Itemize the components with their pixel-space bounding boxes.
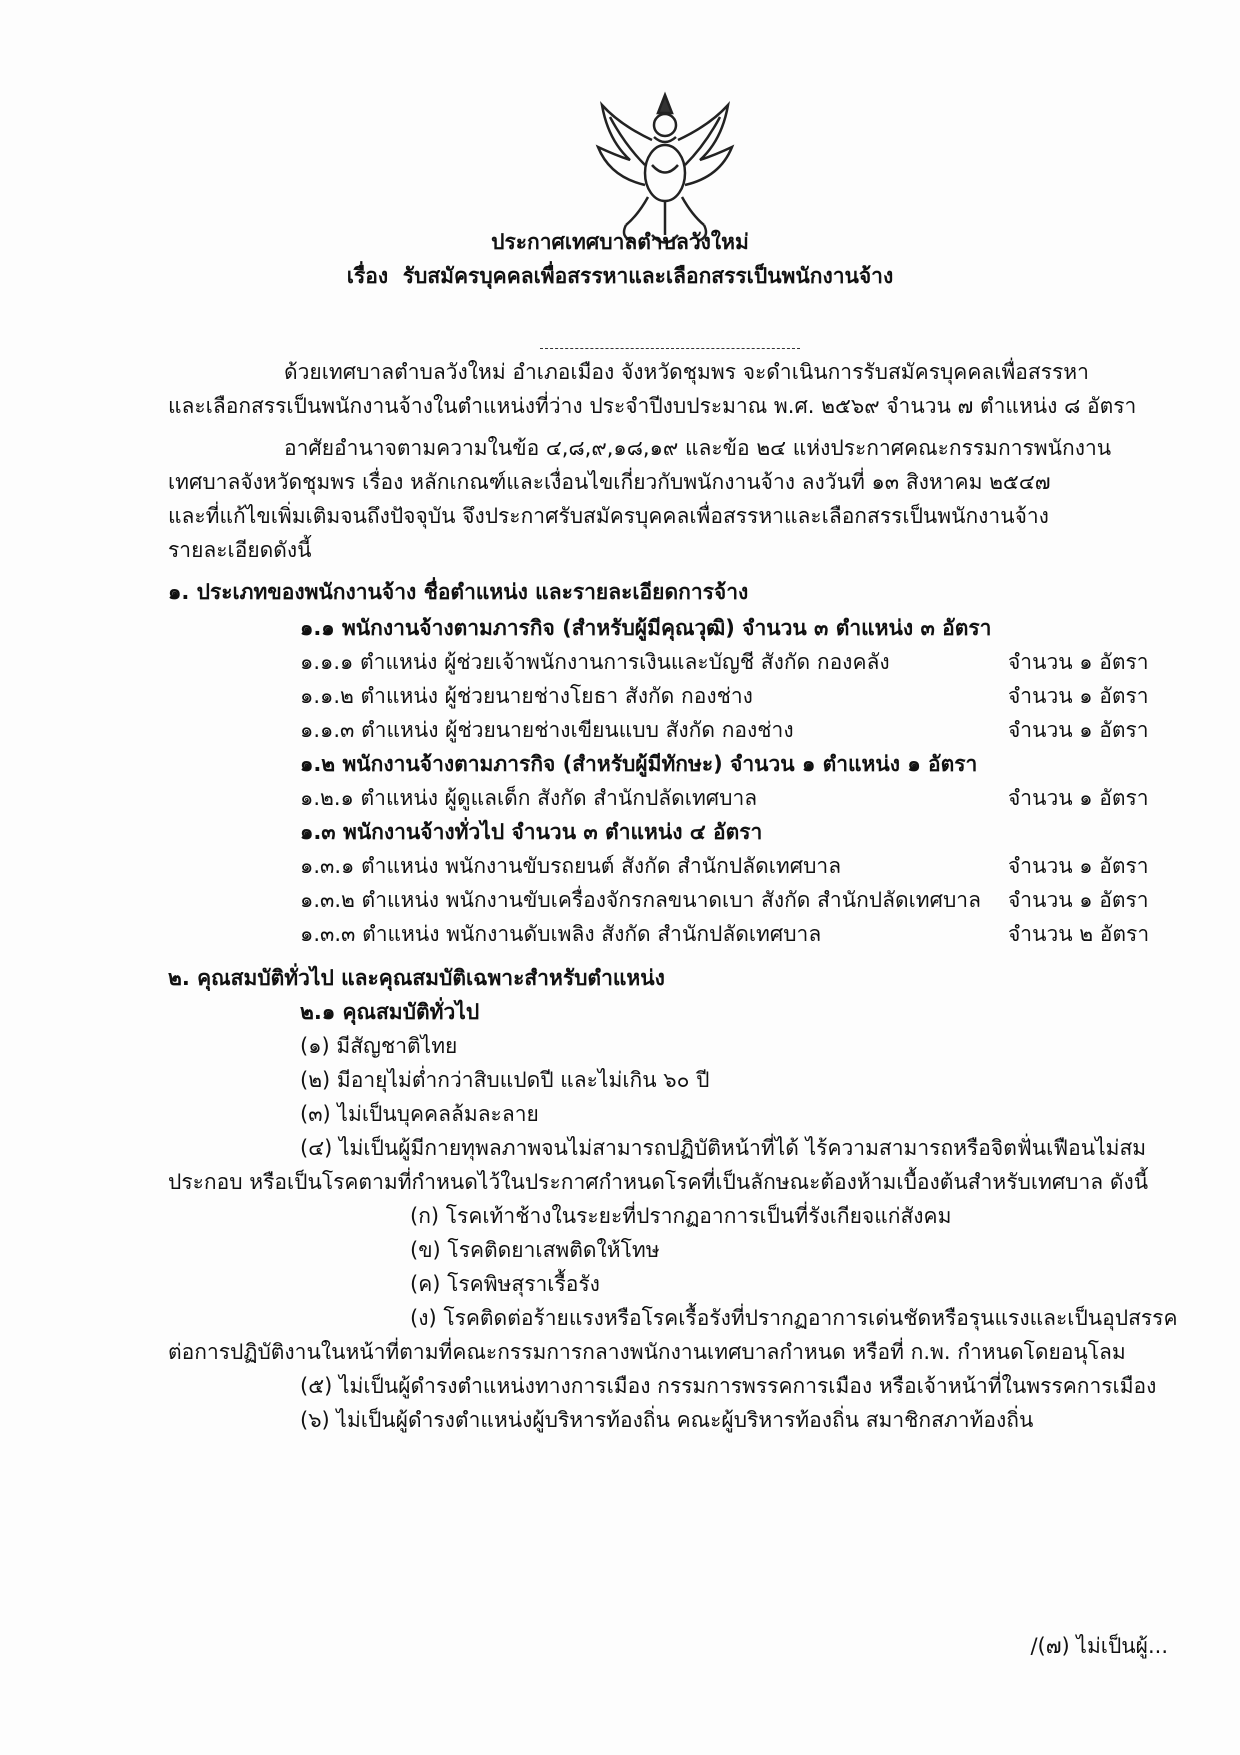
position-1-3-1: ๑.๓.๑ ตำแหน่ง พนักงานขับรถยนต์ สังกัด สำนักปลัดเทศบาล <box>300 854 842 878</box>
document-title: ประกาศเทศบาลตำบลวังใหม่ <box>491 230 749 254</box>
intro-p2-line3: และที่แก้ไขเพิ่มเติมจนถึงปัจจุบัน จึงประกาศรับสมัครบุคคลเพื่อสรรหาและเลือกสรรเป็นพนักงานจ้าง <box>168 504 1049 528</box>
qualification-4-line1: (๔) ไม่เป็นผู้มีกายทุพลภาพจนไม่สามารถปฏิบัติหน้าที่ได้ ไร้ความสามารถหรือจิตฟั่นเฟือนไม่สม <box>300 1136 1147 1160</box>
intro-p2-line2: เทศบาลจังหวัดชุมพร เรื่อง หลักเกณฑ์และเงื่อนไขเกี่ยวกับพนักงานจ้าง ลงวันที่ ๑๓ สิงหาคม ๒๕๔๗ <box>168 470 1051 494</box>
position-1-1-2: ๑.๑.๒ ตำแหน่ง ผู้ช่วยนายช่างโยธา สังกัด กองช่าง <box>300 684 753 708</box>
subject-label: เรื่อง <box>346 264 389 288</box>
position-1-3-1-amount: จำนวน ๑ อัตรา <box>1008 854 1149 878</box>
position-1-3-2: ๑.๓.๒ ตำแหน่ง พนักงานขับเครื่องจักรกลขนาดเบา สังกัด สำนักปลัดเทศบาล <box>300 888 981 912</box>
page-continuation: /(๗) ไม่เป็นผู้... <box>1030 1634 1168 1658</box>
qualification-4-line2: ประกอบ หรือเป็นโรคตามที่กำหนดไว้ในประกาศกำหนดโรคที่เป็นลักษณะต้องห้ามเบื้องต้นสำหรับเทศบาล ดังนี้ <box>168 1170 1149 1194</box>
position-1-3-3: ๑.๓.๓ ตำแหน่ง พนักงานดับเพลิง สังกัด สำนักปลัดเทศบาล <box>300 922 822 946</box>
disease-b: (ข) โรคติดยาเสพติดให้โทษ <box>410 1238 660 1262</box>
disease-a: (ก) โรคเท้าช้างในระยะที่ปรากฏอาการเป็นที่รังเกียจแก่สังคม <box>410 1204 952 1228</box>
disease-d-line1: (ง) โรคติดต่อร้ายแรงหรือโรคเรื้อรังที่ปรากฏอาการเด่นชัดหรือรุนแรงและเป็นอุปสรรค <box>410 1306 1178 1330</box>
qualification-6: (๖) ไม่เป็นผู้ดำรงตำแหน่งผู้บริหารท้องถิ่น คณะผู้บริหารท้องถิ่น สมาชิกสภาท้องถิ่น <box>300 1408 1034 1432</box>
position-1-3-2-amount: จำนวน ๑ อัตรา <box>1008 888 1149 912</box>
intro-p1-line2: และเลือกสรรเป็นพนักงานจ้างในตำแหน่งที่ว่าง ประจำปีงบประมาณ พ.ศ. ๒๕๖๙ จำนวน ๗ ตำแหน่ง ๘ อัตรา <box>168 394 1137 418</box>
section2-heading: ๒. คุณสมบัติทั่วไป และคุณสมบัติเฉพาะสำหรับตำแหน่ง <box>168 966 665 990</box>
disease-d-line2: ต่อการปฏิบัติงานในหน้าที่ตามที่คณะกรรมการกลางพนักงานเทศบาลกำหนด หรือที่ ก.พ. กำหนดโดยอนุโลม <box>168 1340 1126 1364</box>
section1-heading: ๑. ประเภทของพนักงานจ้าง ชื่อตำแหน่ง และรายละเอียดการจ้าง <box>168 580 749 604</box>
qualification-5: (๕) ไม่เป็นผู้ดำรงตำแหน่งทางการเมือง กรรมการพรรคการเมือง หรือเจ้าหน้าที่ในพรรคการเมือง <box>300 1374 1157 1398</box>
section2-1-title: ๒.๑ คุณสมบัติทั่วไป <box>300 1000 480 1024</box>
disease-c: (ค) โรคพิษสุราเรื้อรัง <box>410 1272 600 1296</box>
group-1-3-title: ๑.๓ พนักงานจ้างทั่วไป จำนวน ๓ ตำแหน่ง ๔ อัตรา <box>300 820 763 844</box>
qualification-1: (๑) มีสัญชาติไทย <box>300 1034 458 1058</box>
subject-text: รับสมัครบุคคลเพื่อสรรหาและเลือกสรรเป็นพนักงานจ้าง <box>402 264 894 288</box>
position-1-1-2-amount: จำนวน ๑ อัตรา <box>1008 684 1149 708</box>
position-1-2-1-amount: จำนวน ๑ อัตรา <box>1008 786 1149 810</box>
document-subject <box>0 262 1240 290</box>
qualification-3: (๓) ไม่เป็นบุคคลล้มละลาย <box>300 1102 539 1126</box>
position-1-1-3: ๑.๑.๓ ตำแหน่ง ผู้ช่วยนายช่างเขียนแบบ สังกัด กองช่าง <box>300 718 794 742</box>
title-divider <box>540 348 800 349</box>
qualification-2: (๒) มีอายุไม่ต่ำกว่าสิบแปดปี และไม่เกิน ๖๐ ปี <box>300 1068 710 1092</box>
position-1-1-1-amount: จำนวน ๑ อัตรา <box>1008 650 1149 674</box>
position-1-2-1: ๑.๒.๑ ตำแหน่ง ผู้ดูแลเด็ก สังกัด สำนักปลัดเทศบาล <box>300 786 758 810</box>
position-1-1-1: ๑.๑.๑ ตำแหน่ง ผู้ช่วยเจ้าพนักงานการเงินและบัญชี สังกัด กองคลัง <box>300 650 890 674</box>
intro-p1-line1: ด้วยเทศบาลตำบลวังใหม่ อำเภอเมือง จังหวัดชุมพร จะดำเนินการรับสมัครบุคคลเพื่อสรรหา <box>284 360 1089 384</box>
group-1-1-title: ๑.๑ พนักงานจ้างตามภารกิจ (สำหรับผู้มีคุณวุฒิ) จำนวน ๓ ตำแหน่ง ๓ อัตรา <box>300 616 992 640</box>
position-1-3-3-amount: จำนวน ๒ อัตรา <box>1008 922 1150 946</box>
group-1-2-title: ๑.๒ พนักงานจ้างตามภารกิจ (สำหรับผู้มีทักษะ) จำนวน ๑ ตำแหน่ง ๑ อัตรา <box>300 752 978 776</box>
intro-p2-line4: รายละเอียดดังนี้ <box>168 538 312 562</box>
position-1-1-3-amount: จำนวน ๑ อัตรา <box>1008 718 1149 742</box>
intro-p2-line1: อาศัยอำนาจตามความในข้อ ๔,๘,๙,๑๘,๑๙ และข้อ ๒๔ แห่งประกาศคณะกรรมการพนักงาน <box>284 436 1112 460</box>
